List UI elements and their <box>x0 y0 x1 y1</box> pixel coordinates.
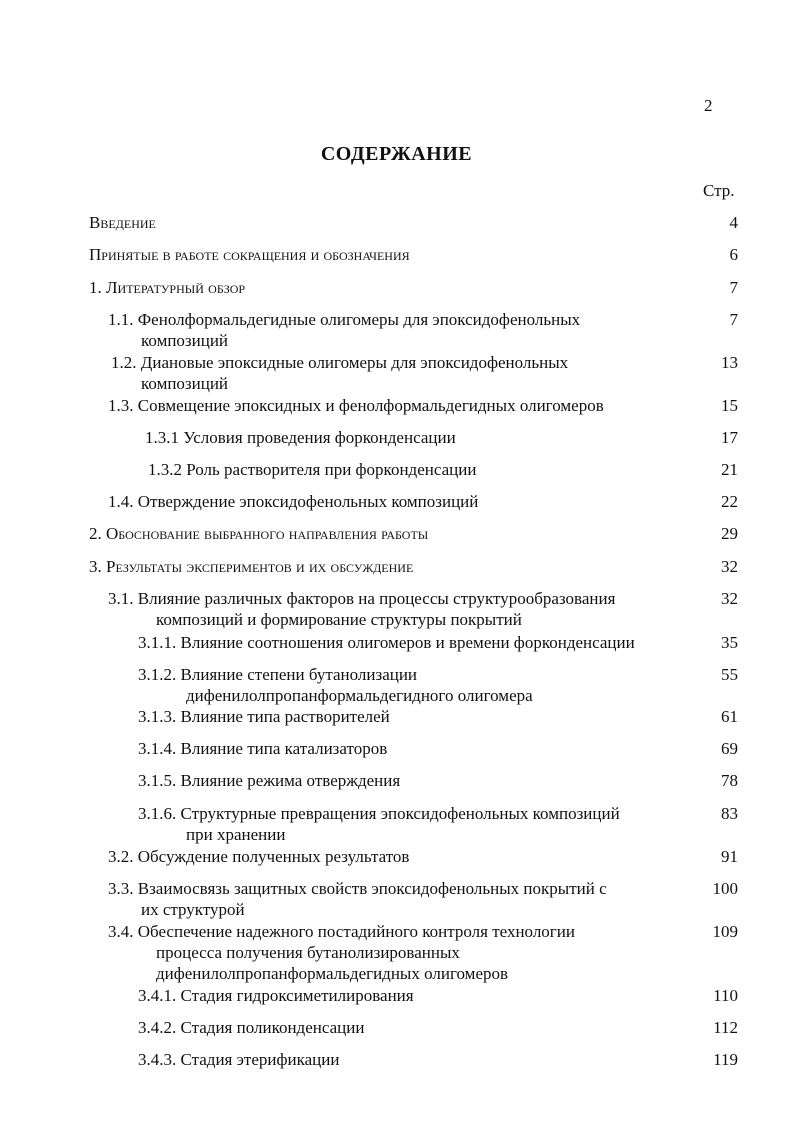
toc-entry-label: 1.4. Отверждение эпоксидофенольных композиций <box>108 492 479 511</box>
toc-entry-label-line1: 3.3. Взаимосвязь защитных свойств эпоксидофенольных покрытий с <box>108 879 607 898</box>
toc-entry-label <box>108 878 668 920</box>
toc-entry-label <box>108 309 668 351</box>
toc-entry-page: 17 <box>721 428 738 447</box>
toc-entry-label <box>111 352 671 394</box>
toc-entry-label <box>108 921 668 984</box>
toc-entry-label: 3.1.4. Влияние типа катализаторов <box>138 739 388 758</box>
toc-entry-label: 3.1.3. Влияние типа растворителей <box>138 707 390 726</box>
toc-entry-label-line1: 3.4. Обеспечение надежного постадийного контроля технологии <box>108 922 575 941</box>
toc-entry-page: 6 <box>729 245 738 264</box>
toc-entry-page: 91 <box>721 847 738 866</box>
toc-entry-label-line2: дифенилолпропанформальдегидного олигомера <box>186 686 533 705</box>
toc-entry-label: 1.3.1 Условия проведения форконденсации <box>145 428 456 447</box>
toc-entry-page: 112 <box>713 1018 738 1037</box>
toc-entry-label <box>138 664 698 706</box>
toc-entry-page: 32 <box>721 557 738 576</box>
toc-entry-page: 109 <box>712 922 738 941</box>
page-column-header: Стр. <box>703 181 735 200</box>
toc-entry-label <box>138 803 698 845</box>
toc-entry-page: 7 <box>729 310 738 329</box>
toc-entry-label: Принятые в работе сокращения и обозначения <box>89 245 410 264</box>
toc-entry-label-line2: при хранении <box>186 825 286 844</box>
toc-entry-label-line2: композиций <box>141 374 229 393</box>
toc-entry-label-line1: 1.1. Фенолформальдегидные олигомеры для эпоксидофенольных <box>108 310 581 329</box>
toc-entry-label-line3: дифенилолпропанформальдегидных олигомеров <box>156 964 509 983</box>
toc-entry-label: 2. Обоснование выбранного направления работы <box>89 524 429 543</box>
page-number: 2 <box>704 96 713 115</box>
toc-entry-page: 29 <box>721 524 738 543</box>
toc-entry-page: 119 <box>713 1050 738 1069</box>
toc-entry-label-line2: композиций <box>141 331 229 350</box>
toc-entry-label-line2: процесса получения бутанолизированных <box>156 943 460 962</box>
toc-entry-label: 3.1.5. Влияние режима отверждения <box>138 771 401 790</box>
toc-entry-page: 35 <box>721 633 738 652</box>
toc-entry-page: 22 <box>721 492 738 511</box>
toc-entry-label: 3. Результаты экспериментов и их обсуждение <box>89 557 414 576</box>
toc-entry-label-line2: их структурой <box>141 900 245 919</box>
toc-entry-label: Введение <box>89 213 156 232</box>
toc-entry-page: 55 <box>721 665 738 684</box>
toc-entry-label: 1.3.2 Роль растворителя при форконденсации <box>148 460 477 479</box>
toc-entry-label-line1: 1.2. Диановые эпоксидные олигомеры для эпоксидофенольных <box>111 353 569 372</box>
toc-entry-page: 32 <box>721 589 738 608</box>
toc-entry-label: 3.1.1. Влияние соотношения олигомеров и времени форконденсации <box>138 633 635 652</box>
toc-entry-page: 110 <box>713 986 738 1005</box>
toc-entry-label: 3.4.3. Стадия этерификации <box>138 1050 340 1069</box>
toc-entry-page: 21 <box>721 460 738 479</box>
toc-entry-label-line1: 3.1.2. Влияние степени бутанолизации <box>138 665 418 684</box>
toc-entry-label: 3.4.2. Стадия поликонденсации <box>138 1018 365 1037</box>
toc-entry-page: 7 <box>729 278 738 297</box>
toc-entry-label-line1: 3.1. Влияние различных факторов на процессы структурообразования <box>108 589 616 608</box>
toc-entry-label-line2: композиций и формирование структуры покрытий <box>156 610 522 629</box>
toc-entry-label: 1.3. Совмещение эпоксидных и фенолформальдегидных олигомеров <box>108 396 604 415</box>
toc-entry-page: 100 <box>712 879 738 898</box>
toc-entry-label: 1. Литературный обзор <box>89 278 246 297</box>
toc-entry-label: 3.2. Обсуждение полученных результатов <box>108 847 410 866</box>
toc-entry-page: 15 <box>721 396 738 415</box>
toc-entry-label: 3.4.1. Стадия гидроксиметилирования <box>138 986 414 1005</box>
toc-entry-page: 4 <box>729 213 738 232</box>
toc-entry-page: 78 <box>721 771 738 790</box>
toc-entry-page: 13 <box>721 353 738 372</box>
toc-entry-label <box>108 588 668 630</box>
page-title: СОДЕРЖАНИЕ <box>320 143 473 165</box>
toc-entry-page: 69 <box>721 739 738 758</box>
toc-entry-page: 61 <box>721 707 738 726</box>
toc-entry-page: 83 <box>721 804 738 823</box>
toc-entry-label-line1: 3.1.6. Структурные превращения эпоксидофенольных композиций <box>138 804 620 823</box>
